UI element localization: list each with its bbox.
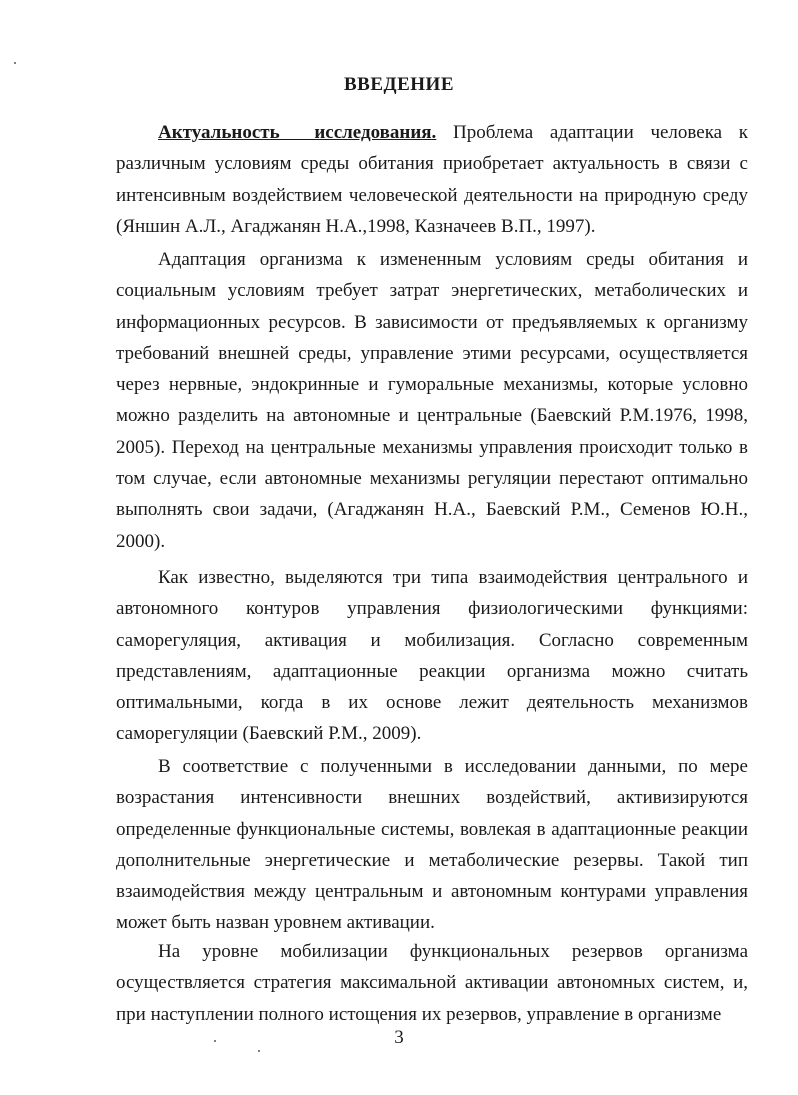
paragraph-activation [116,751,748,939]
section-lead: Актуальность исследования. [158,122,437,143]
paragraph-mobilization [116,936,748,1030]
scan-speck [258,1050,260,1052]
paragraph-adaptation [116,244,748,557]
paragraph-text: Адаптация организма к измененным условиям среды обитания и социальным условиям требует затрат энергетических, метаболических и информационных ресурсов. В зависимости от предъявляемых к организму требований внешней среды, управление этими ресурсами, осуществляется через нервные, эндокринные и гуморальные механизмы, которые условно можно разделить на автономные и центральные (Баевский Р.М.1976, 1998, 2005). Переход на центральные механизмы управления происходит только в том случае, если автономные механизмы регуляции перестают оптимально выполнять свои задачи, (Агаджанян Н.А., Баевский Р.М., Семенов Ю.Н., 2000). [116,249,748,552]
page-number: 3 [394,1027,404,1048]
paragraph-text: На уровне мобилизации функциональных резервов организма осуществляется стратегия максимальной активации автономных систем, и, при наступлении полного истощения их резервов, управление в организме [116,941,748,1025]
paragraph-interaction-types [116,562,748,750]
paragraph-text: В соответствие с полученными в исследовании данными, по мере возрастания интенсивности внешних воздействий, активизируются определенные функциональные системы, вовлекая в адаптационные реакции дополнительные энергетические и метаболические резервы. Такой тип взаимодействия между центральным и автономным контурами управления может быть назван уровнем активации. [116,756,748,934]
paragraph-relevance [116,117,748,242]
paragraph-text: Как известно, выделяются три типа взаимодействия центрального и автономного контуров управления физиологическими функциями: саморегуляция, активация и мобилизация. Согласно современным представлениям, адаптационные реакции организма можно считать оптимальными, когда в их основе лежит деятельность механизмов саморегуляции (Баевский Р.М., 2009). [116,567,748,745]
page-title: ВВЕДЕНИЕ [344,74,454,95]
scan-speck [14,62,16,64]
paragraph-text: Проблема адаптации человека к различным условиям среды обитания приобретает актуальность в связи с интенсивным воздействием человеческой деятельности на природную среду (Яншин А.Л., Агаджанян Н.А.,1998, Казначеев В.П., 1997). [116,122,748,237]
